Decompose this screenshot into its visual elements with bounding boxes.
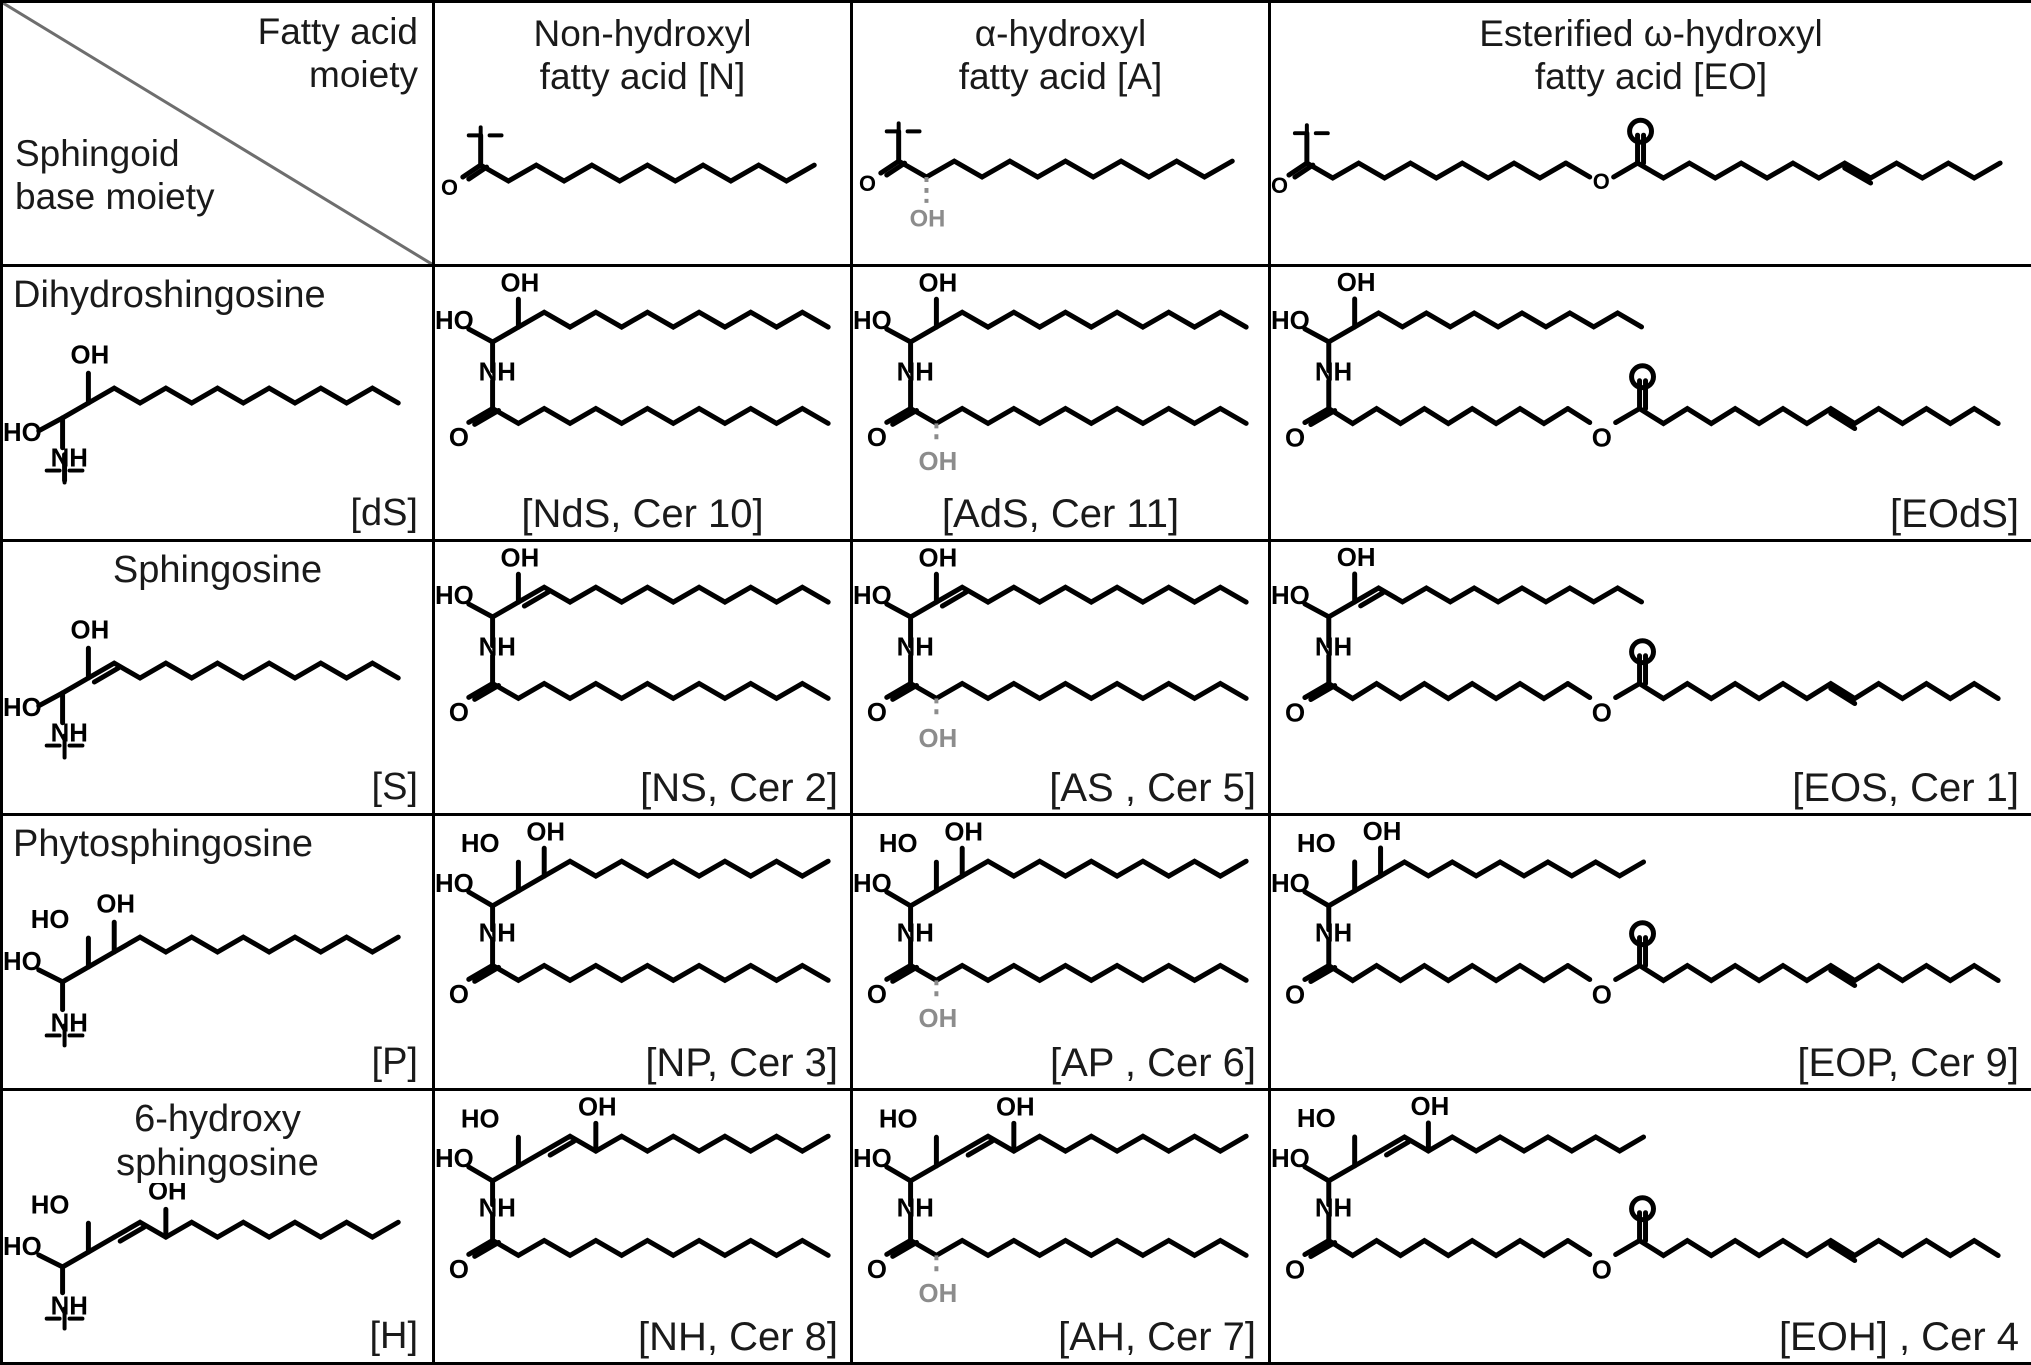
atom-label-ho: HO [3, 1232, 42, 1261]
atom-label-ho: HO [853, 870, 892, 899]
structure-sphingosine [3, 590, 432, 775]
cell-label: [AP , Cer 6] [1049, 1040, 1256, 1085]
cell-AP [852, 815, 1270, 1089]
atom-label-ho-top: HO [460, 1104, 500, 1133]
row-code: [dS] [350, 491, 418, 534]
structure-AS [853, 542, 1268, 761]
row-code: [H] [369, 1315, 418, 1357]
atom-label-o: O [448, 698, 469, 727]
atom-label-ho-top: HO [460, 830, 500, 859]
atom-label-oh: OH [1410, 1092, 1450, 1121]
atom-label-ho: HO [3, 947, 42, 976]
structure-AP [853, 816, 1268, 1035]
atom-label-o: O [866, 424, 887, 453]
column-header-esterified-omega-hydroxyl [1270, 2, 2031, 266]
atom-label-nh: NH [1314, 358, 1353, 387]
atom-label-oh: OH [1336, 269, 1376, 298]
structure-esterified-omega-hydroxyl-fatty-acid [1271, 111, 2031, 251]
cell-EOH [1270, 1089, 2031, 1363]
row-code: [P] [371, 1040, 418, 1083]
atom-label-nh: NH [1314, 633, 1353, 662]
atom-label-ho: HO [853, 581, 892, 610]
atom-label-ester-o: O [1591, 981, 1612, 1010]
cell-label: [NdS, Cer 10] [521, 491, 764, 536]
atom-label-alpha-oh: OH [918, 724, 958, 753]
structure-EOS [1271, 542, 2031, 761]
table-row [2, 1089, 2031, 1363]
atom-label-nh: NH [478, 358, 516, 387]
atom-label-ho: HO [1271, 869, 1310, 898]
row-header-title: Sphingosine [112, 548, 323, 591]
atom-label-oh: OH [944, 818, 984, 847]
atom-label-ho: HO [3, 693, 42, 722]
table-row [2, 815, 2031, 1089]
structure-6-hydroxy-sphingosine [3, 1183, 432, 1333]
row-header-phytosphingosine [2, 815, 434, 1089]
cell-label: [NP, Cer 3] [645, 1040, 838, 1085]
atom-label-o: O [866, 981, 887, 1010]
atom-label-ho: HO [853, 307, 892, 336]
cell-label: [EOH] , Cer 4 [1778, 1315, 2019, 1359]
row-header-sphingosine [2, 540, 434, 814]
atom-label-ho-top: HO [1296, 1104, 1336, 1133]
atom-label-ho-top: HO [878, 830, 918, 859]
cell-label: [AS , Cer 5] [1049, 766, 1256, 811]
structure-NP [435, 816, 850, 1035]
column-header-non-hydroxyl [434, 2, 852, 266]
atom-label-nh: NH [896, 1194, 934, 1223]
atom-label-oh: OH [577, 1092, 617, 1121]
atom-label-ho-top: HO [30, 906, 70, 935]
column-header-title: α-hydroxyl fatty acid [A] [958, 13, 1163, 97]
structure-NS [435, 542, 850, 761]
cell-label: [EOP, Cer 9] [1797, 1040, 2019, 1085]
corner-cell [2, 2, 434, 266]
atom-label-oh: OH [995, 1092, 1035, 1121]
row-header-title: 6-hydroxy sphingosine [116, 1097, 319, 1184]
atom-label-nh: NH [50, 444, 88, 473]
atom-label-nh: NH [1314, 1194, 1353, 1223]
atom-label-ho: HO [1271, 1144, 1310, 1173]
atom-label-oh: OH [70, 341, 110, 370]
atom-label-ho: HO [853, 1144, 892, 1173]
cell-label: [EOS, Cer 1] [1792, 766, 2019, 811]
column-header-title: Esterified ω-hydroxyl fatty acid [EO] [1479, 13, 1823, 97]
atom-label-o: O [866, 698, 887, 727]
cell-NS [434, 540, 852, 814]
cell-EOS [1270, 540, 2031, 814]
atom-label-ho: HO [1271, 581, 1310, 610]
cell-NP [434, 815, 852, 1089]
atom-label-o: O [448, 981, 469, 1010]
atom-label-ho-top: HO [1296, 830, 1336, 859]
row-header-title: Dihydroshingosine [13, 274, 326, 317]
atom-label-o: O [858, 170, 876, 196]
atom-label-nh: NH [1314, 919, 1353, 948]
sphingoid-base-moiety-label: Sphingoid base moiety [15, 133, 215, 217]
atom-label-ester-o: O [1591, 424, 1612, 453]
atom-label-ho-top: HO [30, 1190, 70, 1219]
cell-NdS [434, 266, 852, 540]
atom-label-nh: NH [478, 919, 516, 948]
structure-EOdS [1271, 267, 2031, 486]
atom-label-oh: OH [918, 543, 958, 572]
header-row [2, 2, 2031, 266]
atom-label-ho: HO [3, 418, 42, 447]
cell-EOdS [1270, 266, 2031, 540]
row-code: [S] [371, 766, 418, 809]
atom-label-nh: NH [478, 1194, 516, 1223]
cell-label: [NH, Cer 8] [637, 1315, 838, 1359]
structure-AH [853, 1091, 1268, 1310]
atom-label-oh: OH [70, 615, 110, 644]
table-row [2, 540, 2031, 814]
atom-label-o: O [1284, 981, 1306, 1010]
structure-phytosphingosine [3, 864, 432, 1049]
structure-AdS [853, 267, 1268, 486]
atom-label-oh: OH [500, 543, 540, 572]
atom-label-o: O [866, 1255, 887, 1284]
atom-label-nh: NH [896, 633, 934, 662]
atom-label-alpha-oh: OH [918, 448, 958, 477]
atom-label-oh: OH [918, 269, 958, 298]
atom-label-o: O [440, 174, 458, 200]
cell-label: [AH, Cer 7] [1058, 1315, 1256, 1359]
row-header-title: Phytosphingosine [13, 823, 313, 866]
atom-label-o: O [448, 1255, 469, 1284]
atom-label-oh: OH [96, 890, 136, 919]
row-header-dihydrosphingosine [2, 266, 434, 540]
atom-label-oh: OH [1362, 818, 1402, 847]
atom-label-nh: NH [50, 1009, 88, 1038]
atom-label-oh: OH [147, 1182, 187, 1205]
atom-label-ester-o: O [1592, 168, 1610, 194]
structure-dihydrosphingosine [3, 315, 432, 500]
atom-label-nh: NH [50, 719, 88, 748]
atom-label-o: O [1271, 172, 1289, 198]
atom-label-nh: NH [478, 633, 516, 662]
atom-label-oh: OH [500, 269, 540, 298]
atom-label-o: O [1284, 1255, 1306, 1284]
atom-label-o: O [448, 424, 469, 453]
structure-EOH [1271, 1091, 2031, 1310]
atom-label-ho: HO [435, 1144, 474, 1173]
structure-alpha-hydroxyl-fatty-acid [853, 111, 1268, 251]
atom-label-o: O [1284, 699, 1306, 728]
structure-NH [435, 1091, 850, 1310]
atom-label-ho: HO [1271, 307, 1310, 336]
cell-AdS [852, 266, 1270, 540]
row-header-6-hydroxy-sphingosine [2, 1089, 434, 1363]
table-row [2, 266, 2031, 540]
fatty-acid-moiety-label: Fatty acid moiety [257, 11, 418, 95]
atom-label-alpha-oh: OH [909, 205, 946, 233]
atom-label-oh: OH [1336, 543, 1376, 572]
atom-label-ester-o: O [1591, 699, 1612, 728]
atom-label-ho-top: HO [878, 1104, 918, 1133]
cell-NH [434, 1089, 852, 1363]
cell-label: [AdS, Cer 11] [941, 491, 1180, 536]
column-header-title: Non-hydroxyl fatty acid [N] [533, 13, 752, 97]
atom-label-ho: HO [435, 581, 474, 610]
atom-label-alpha-oh: OH [918, 1005, 958, 1034]
cell-AH [852, 1089, 1270, 1363]
cell-label: [NS, Cer 2] [640, 766, 838, 811]
atom-label-ester-o: O [1591, 1255, 1612, 1284]
atom-label-nh: NH [896, 919, 934, 948]
atom-label-o: O [1284, 424, 1306, 453]
atom-label-oh: OH [526, 818, 566, 847]
atom-label-ho: HO [435, 307, 474, 336]
atom-label-ho: HO [435, 870, 474, 899]
atom-label-nh: NH [50, 1292, 88, 1321]
atom-label-nh: NH [896, 358, 934, 387]
column-header-alpha-hydroxyl [852, 2, 1270, 266]
structure-EOP [1271, 816, 2031, 1035]
atom-label-alpha-oh: OH [918, 1279, 958, 1308]
structure-NdS [435, 267, 850, 486]
cell-label: [EOdS] [1890, 491, 2019, 536]
structure-non-hydroxyl-fatty-acid [435, 111, 850, 251]
cell-AS [852, 540, 1270, 814]
cell-EOP [1270, 815, 2031, 1089]
